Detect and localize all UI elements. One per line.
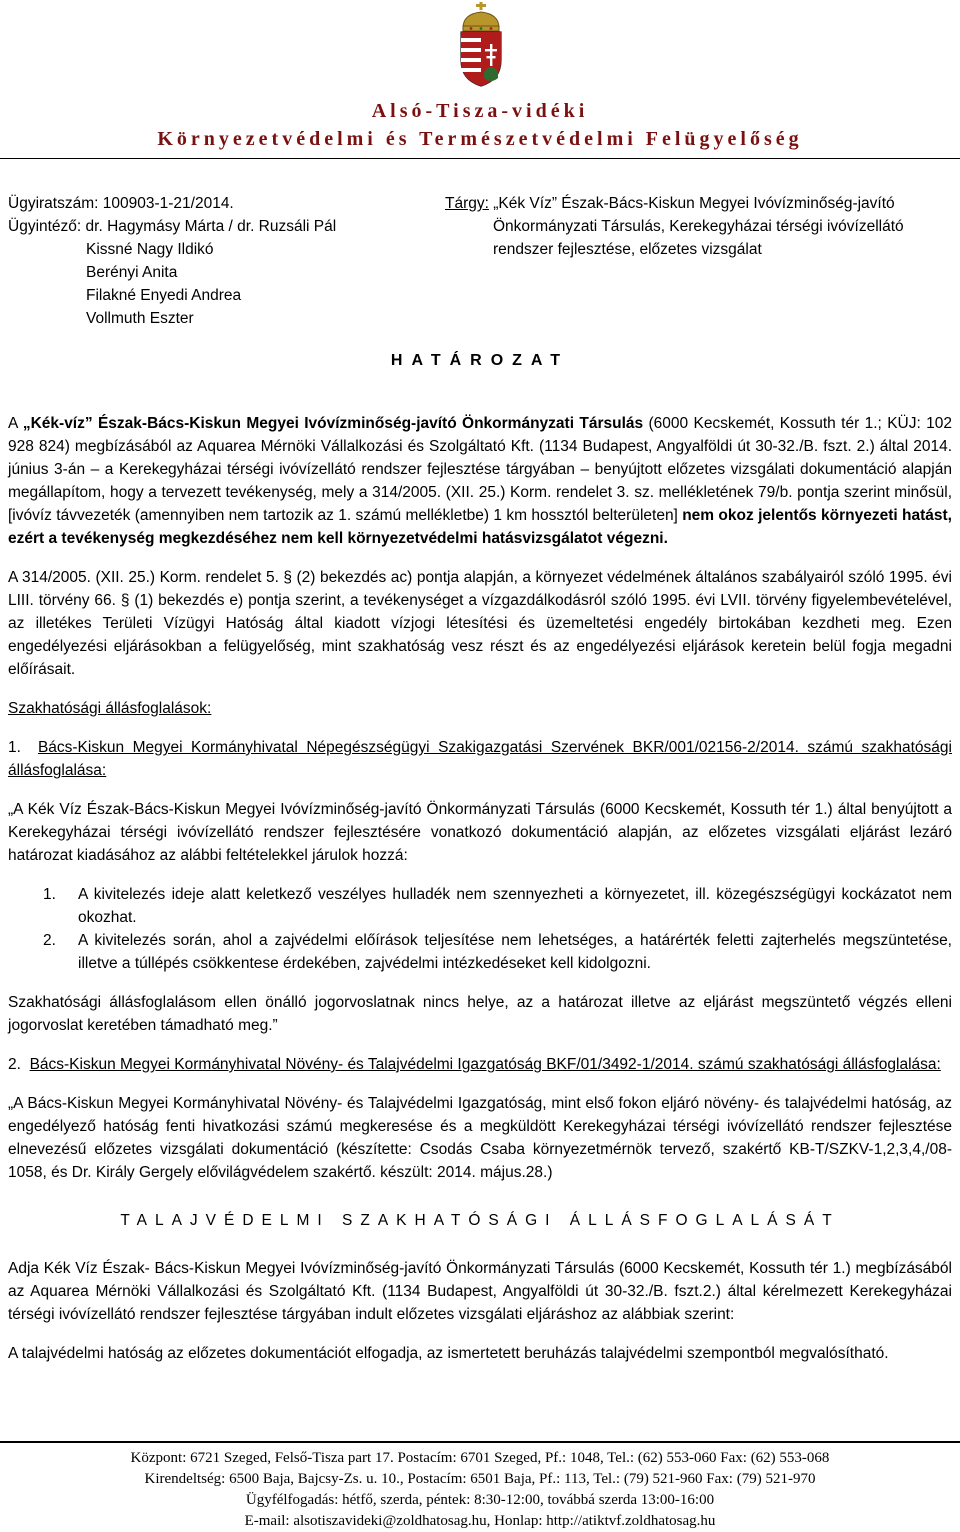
legal-basis-paragraph: A 314/2005. (XII. 25.) Korm. rendelet 5. § (2) bekezdés ac) pontja alapján, a környezet védelmének általános szabályairól szóló 1995. évi LIII. törvény 66. § (1) bekezdés e) pontja szerint, a tevékenységet a vízgazdálkodásról szóló 1995. évi LVII. törvény figyelembevételével, az illetékes Területi Vízügyi Hatóság által kiadott vízjogi létesítési és üzemeltetési engedély birtokában kezdheti meg. Ezen engedélyezési eljárásokban a felügyelőség, mint szakhatóság vesz részt és az engedélyezési eljárások keretein belül fogja megadni előírásait.	[8, 569, 952, 678]
footer-address: Központ: 6721 Szeged, Felső-Tisza part 17. Postacím: 6701 Szeged, Pf.: 1048, Tel.: (62) 553-060 Fax: (62) 553-068	[130, 1450, 830, 1466]
coat-of-arms-icon	[453, 2, 509, 88]
subject-block	[445, 192, 945, 261]
authority-closing-1: Szakhatósági állásfoglalásom ellen önálló jogorvoslatnak nincs helye, az a határozat illetve az eljárást megszüntető végzés elleni jogorvoslat keretében támadható meg.”	[8, 994, 952, 1034]
agency-name-line1: Alsó-Tisza-vidéki	[371, 100, 589, 122]
condition-item: 1. A kivitelezés ideje alatt keletkező veszélyes hulladék nem szennyezheti a környezetet, ill. közegészségügyi kockázatot nem okozhat.	[43, 886, 952, 926]
condition-item: 2. A kivitelezés során, ahol a zajvédelmi előírások teljesítése nem lehetséges, a határérték feletti zajterhelés megszüntetése, illetve a túllépés csökkentese érdekében, zajvédelmi intézkedéseket kell kidolgozni.	[43, 932, 952, 972]
handler-line: Ügyintéző: dr. Hagymásy Márta / dr. Ruzsáli Pál	[8, 218, 337, 235]
case-number: Ügyiratszám: 100903-1-21/2014.	[8, 195, 234, 212]
handler-name: Kissné Nagy Ildikó	[86, 241, 214, 258]
header-divider	[0, 158, 960, 159]
authority-quote-1: „A Kék Víz Észak-Bács-Kiskun Megyei Ivóvízminőség-javító Önkormányzati Társulás (6000 Kecskemét, Kossuth tér 1.) által benyújtott a Kerekegyházai térségi ivóvízellátó rendszer fejlesztésére vonatkozó dokumentáció alapján, az előzetes vizsgálati eljárást lezáró határozat kiadásához az alábbi feltételekkel járulok hozzá:	[8, 801, 952, 864]
handler-name: Berényi Anita	[86, 264, 178, 281]
soil-protection-conclusion: A talajvédelmi hatóság az előzetes dokumentációt elfogadja, az ismertetett beruházás talajvédelmi szempontból megvalósítható.	[8, 1345, 889, 1362]
subject-label: Tárgy:	[445, 195, 489, 212]
footer-contact: E-mail: alsotiszavideki@zoldhatosag.hu, Honlap: http://atiktvf.zoldhatosag.hu	[244, 1513, 716, 1529]
decision-paragraph: A „Kék-víz” Észak-Bács-Kiskun Megyei Ivóvízminőség-javító Önkormányzati Társulás (6000 Kecskemét, Kossuth tér 1.; KÜJ: 102 928 824) megbízásából az Aquarea Mérnöki Vállalkozási és Szolgáltató Kft. (1134 Budapest, Angyalföldi út 30-32./B. fszt. 2.) által 2014. június 3-án – a Kerekegyházai térségi ivóvízellátó rendszer fejlesztése tárgyában – benyújtott előzetes vizsgálati dokumentáció alapján megállapítom, hogy a tervezett tevékenység, mely a 314/2005. (XII. 25.) Korm. rendelet 3. sz. mellékletének 79/b. pontja szerint minősül, [ivóvíz távvezeték (amennyiben nem tartozik az 1. számú mellékletbe) 1 km hossztól belterületen] nem okoz jelentős környezeti hatást, ezért a tevékenység megkezdéséhez nem kell környezetvédelmi hatásvizsgálatot végezni.	[8, 415, 952, 547]
case-meta	[8, 192, 428, 330]
soil-protection-paragraph: Adja Kék Víz Észak- Bács-Kiskun Megyei Ivóvízminőség-javító Önkormányzati Társulás (6000 Kecskemét, Kossuth tér 1.) megbízásából az Aquarea Mérnöki Vállalkozási és Szolgáltató Kft. (1134 Budapest, Angyalföldi út 30-32./B. fszt.2.) által kérelmezett Kerekegyházai térségi ivóvízellátó rendszer fejlesztése tárgyában indult előzetes vizsgálati eljáráshoz az alábbiak szerint:	[8, 1260, 952, 1323]
handler-name: Vollmuth Eszter	[86, 310, 194, 327]
decision-title: HATÁROZAT	[390, 352, 570, 369]
soil-protection-title: TALAJVÉDELMI SZAKHATÓSÁGI ÁLLÁSFOGLALÁSÁT	[120, 1212, 840, 1229]
footer-divider	[0, 1441, 960, 1443]
subject-line: rendszer fejlesztése, előzetes vizsgálat	[493, 241, 762, 258]
footer-branch: Kirendeltség: 6500 Baja, Bajcsy-Zs. u. 10., Postacím: 6501 Baja, Pf.: 113, Tel.: (79) 521-960 Fax: (79) 521-970	[144, 1471, 816, 1487]
subject-line: „Kék Víz” Észak-Bács-Kiskun Megyei Ivóvízminőség-javító	[493, 195, 895, 212]
footer-hours: Ügyfélfogadás: hétfő, szerda, péntek: 8:30-12:00, továbbá szerda 13:00-16:00	[245, 1492, 715, 1508]
authority-quote-2: „A Bács-Kiskun Megyei Kormányhivatal Növény- és Talajvédelmi Igazgatóság, mint első fokon eljáró növény- és talajvédelmi hatóság, az engedélyező hatóság fenti hivatkozási számú megkeresése és a megküldött Kerekegyházai térségi ivóvízellátó rendszer fejlesztése elnevezésű előzetes vizsgálati dokumentáció (készítette: Csodás Csaba környezetmérnök tervező, szakértő KB-T/SZKV-1,2,3,4,/08-1058, és Dr. Király Gergely elővilágvédelem szakértő. készült: 2014. május.28.)	[8, 1095, 952, 1181]
section-heading: Szakhatósági állásfoglalások:	[8, 700, 212, 717]
authority-heading-2: 2. Bács-Kiskun Megyei Kormányhivatal Növény- és Talajvédelmi Igazgatóság BKF/01/3492-1/2014. számú szakhatósági állásfoglalása:	[8, 1056, 941, 1073]
document-body	[8, 412, 952, 1365]
authority-heading-1: 1. Bács-Kiskun Megyei Kormányhivatal Népegészségügyi Szakigazgatási Szervének BKR/001/02156-2/2014. számú szakhatósági állásfoglalása:	[8, 739, 952, 779]
handler-name: Filakné Enyedi Andrea	[86, 287, 242, 304]
agency-name-line2: Környezetvédelmi és Természetvédelmi Felügyelőség	[157, 128, 803, 150]
footer	[0, 1448, 960, 1532]
subject-line: Önkormányzati Társulás, Kerekegyházai térségi ivóvízellátó	[493, 218, 904, 235]
